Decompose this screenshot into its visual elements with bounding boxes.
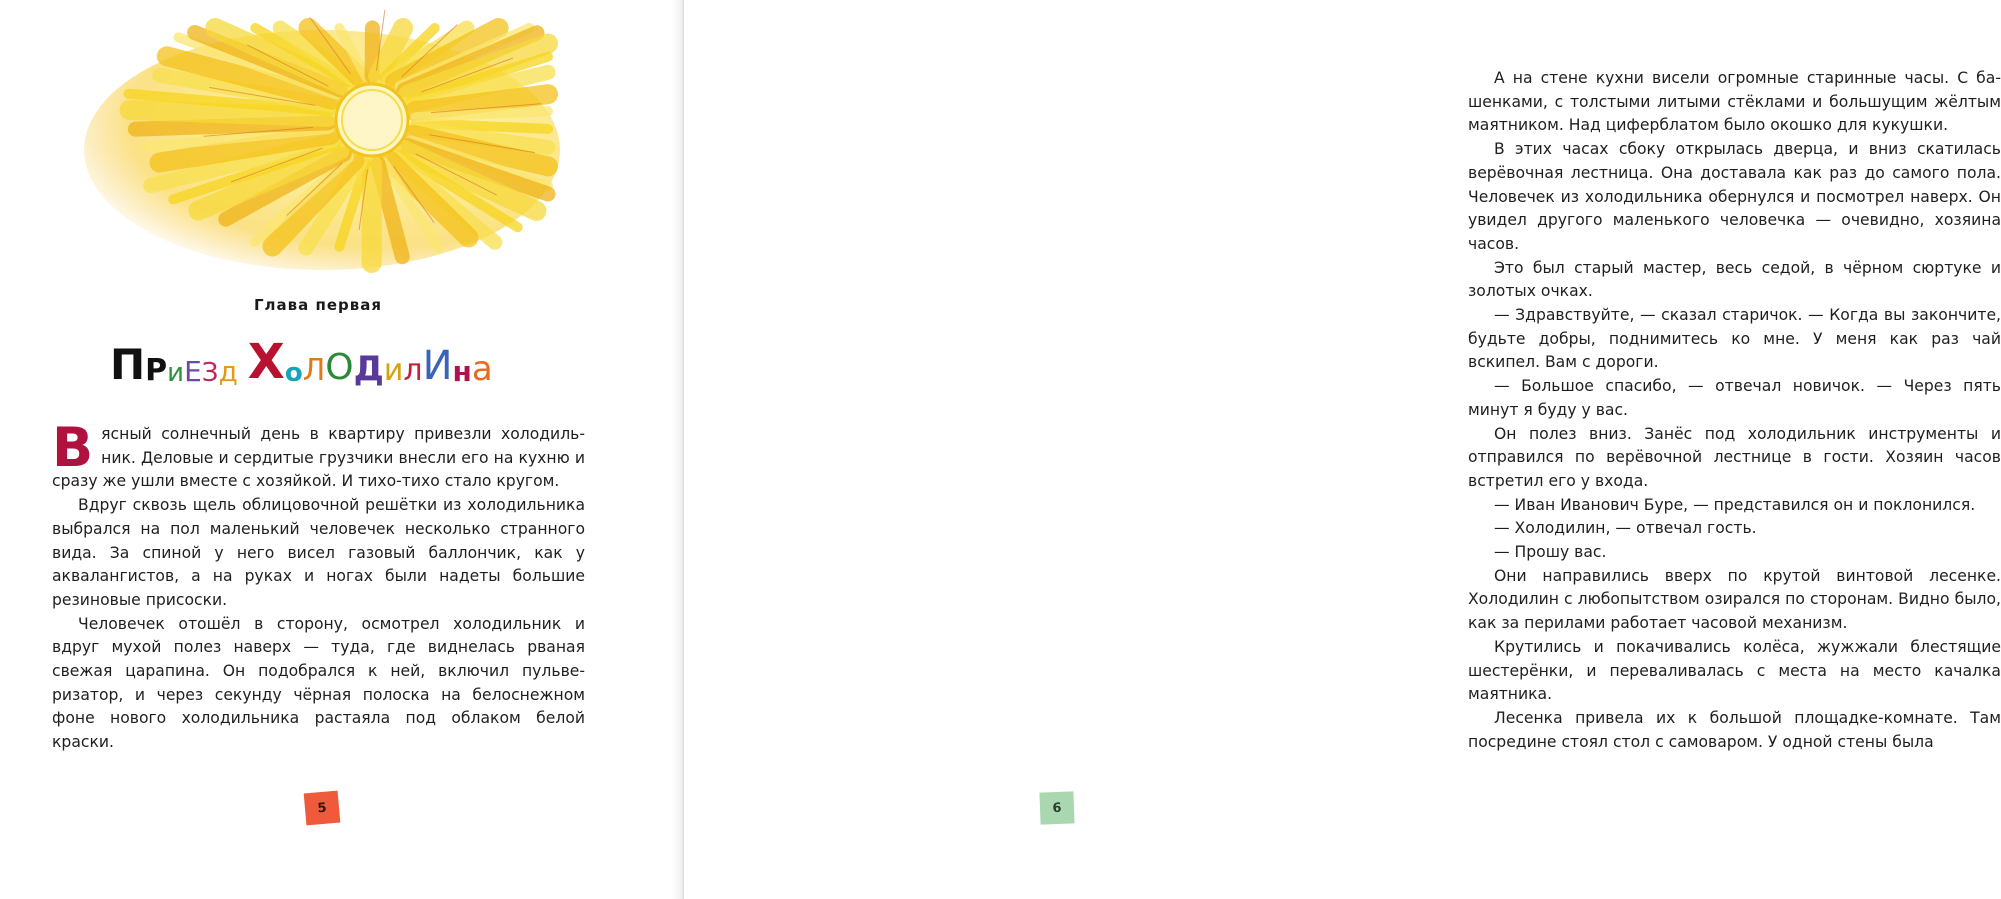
- paragraph: Крутились и покачивались колёса, жужжали блестящие шестерёнки, и переваливалась с места на место качалка маятника.: [1468, 637, 2001, 704]
- title-letter: а: [471, 349, 493, 389]
- paragraph: [52, 416, 585, 494]
- paragraph: — Здравствуйте, — сказал старичок. — Когда вы закончите, будьте добры, поднимитесь ко мне. У меня как раз чай вскипел. Вам с дороги.: [1468, 306, 2001, 372]
- paragraph-text: ясный солнечный день в квартиру привезли холодильник. Деловые и сердитые грузчики внесли его на кухню и сразу же ушли вместе с хозяйкой. И тихо-тихо стало кругом.: [52, 425, 585, 491]
- right-page: [684, 0, 2001, 899]
- sun-illustration: [72, 22, 556, 284]
- page-number: 5: [304, 791, 341, 826]
- title-letter: О: [325, 347, 354, 388]
- title-letter: П: [110, 340, 146, 389]
- title-letter: Р: [145, 353, 168, 388]
- title-letter: и: [167, 358, 185, 388]
- title-letter: и: [383, 353, 404, 388]
- title-letter: И: [422, 343, 453, 389]
- left-page: [0, 0, 684, 899]
- paragraph: Человечек отошёл в сторону, осмотрел холодильник и вдруг мухой полез наверх — туда, где виднелась рваная свежая царапина. Он подобрался к ней, включил пульверизатор, и через секунду чёрная полоска на белоснежном фоне нового холодильника растаяла под облаком белой краски.: [52, 614, 585, 752]
- paragraph: А на стене кухни висели огромные старинные часы. С башенками, с толстыми литыми стёклами и большущим жёлтым маятником. Над циферблатом было окошко для кукушки.: [1468, 69, 2001, 135]
- title-letter: д: [218, 355, 238, 388]
- title-letter: Е: [184, 355, 202, 388]
- paragraph: — Холодилин, — отвечал гость.: [1494, 519, 1757, 538]
- paragraph: Они направились вверх по крутой винтовой лесенке. Холодилин с любопытством озирался по сторонам. Видно было, как за перилами работает часовой механизм.: [1468, 566, 2001, 633]
- title-letter: н: [452, 355, 472, 388]
- paragraph: Это был старый мастер, весь седой, в чёрном сюртуке и золотых очках.: [1468, 258, 2001, 301]
- title-letter: о: [284, 358, 303, 388]
- paragraph: — Прошу вас.: [1494, 543, 1607, 562]
- chapter-label: Глава первая: [253, 296, 383, 314]
- page-number: 6: [1039, 791, 1074, 824]
- title-letter: Л: [302, 353, 326, 388]
- left-page-text: [52, 416, 585, 755]
- drop-cap: В: [52, 416, 94, 479]
- chapter-title: [110, 330, 530, 390]
- title-letter: З: [201, 358, 219, 388]
- paragraph: Вдруг сквозь щель облицовочной решётки из холодильника выбрался на пол маленький человечек несколько странного вида. За спиной у него висел газовый баллончик, как у аквалангистов, а на руках и ногах были надеты большие резиновые присоски.: [52, 496, 585, 609]
- paragraph: Он полез вниз. Занёс под холодильник инструменты и отправился по верёвочной лестнице в гости. Хозяин часов встретил его у входа.: [1468, 424, 2001, 490]
- paragraph: Лесенка привела их к большой площадке-комнате. Там посредине стоял стол с самоваром. У одной стены была: [1468, 708, 2001, 751]
- title-letter: Д: [353, 349, 384, 389]
- right-page-text: [1468, 67, 2001, 754]
- paragraph: — Большое спасибо, — отвечал новичок. — Через пять минут я буду у вас.: [1468, 377, 2001, 419]
- paragraph: — Иван Иванович Буре, — представился он и поклонился.: [1494, 495, 1976, 514]
- paragraph: В этих часах сбоку открылась дверца, и вниз скатилась верёвочная лестница. Она доставала как раз до самого пола. Человечек из холодильника обернулся и посмотрел наверх. Он увидел другого маленького человечка — очевидно, хозяина часов.: [1468, 140, 2001, 253]
- title-letter: Х: [247, 334, 285, 390]
- title-letter: л: [403, 353, 423, 388]
